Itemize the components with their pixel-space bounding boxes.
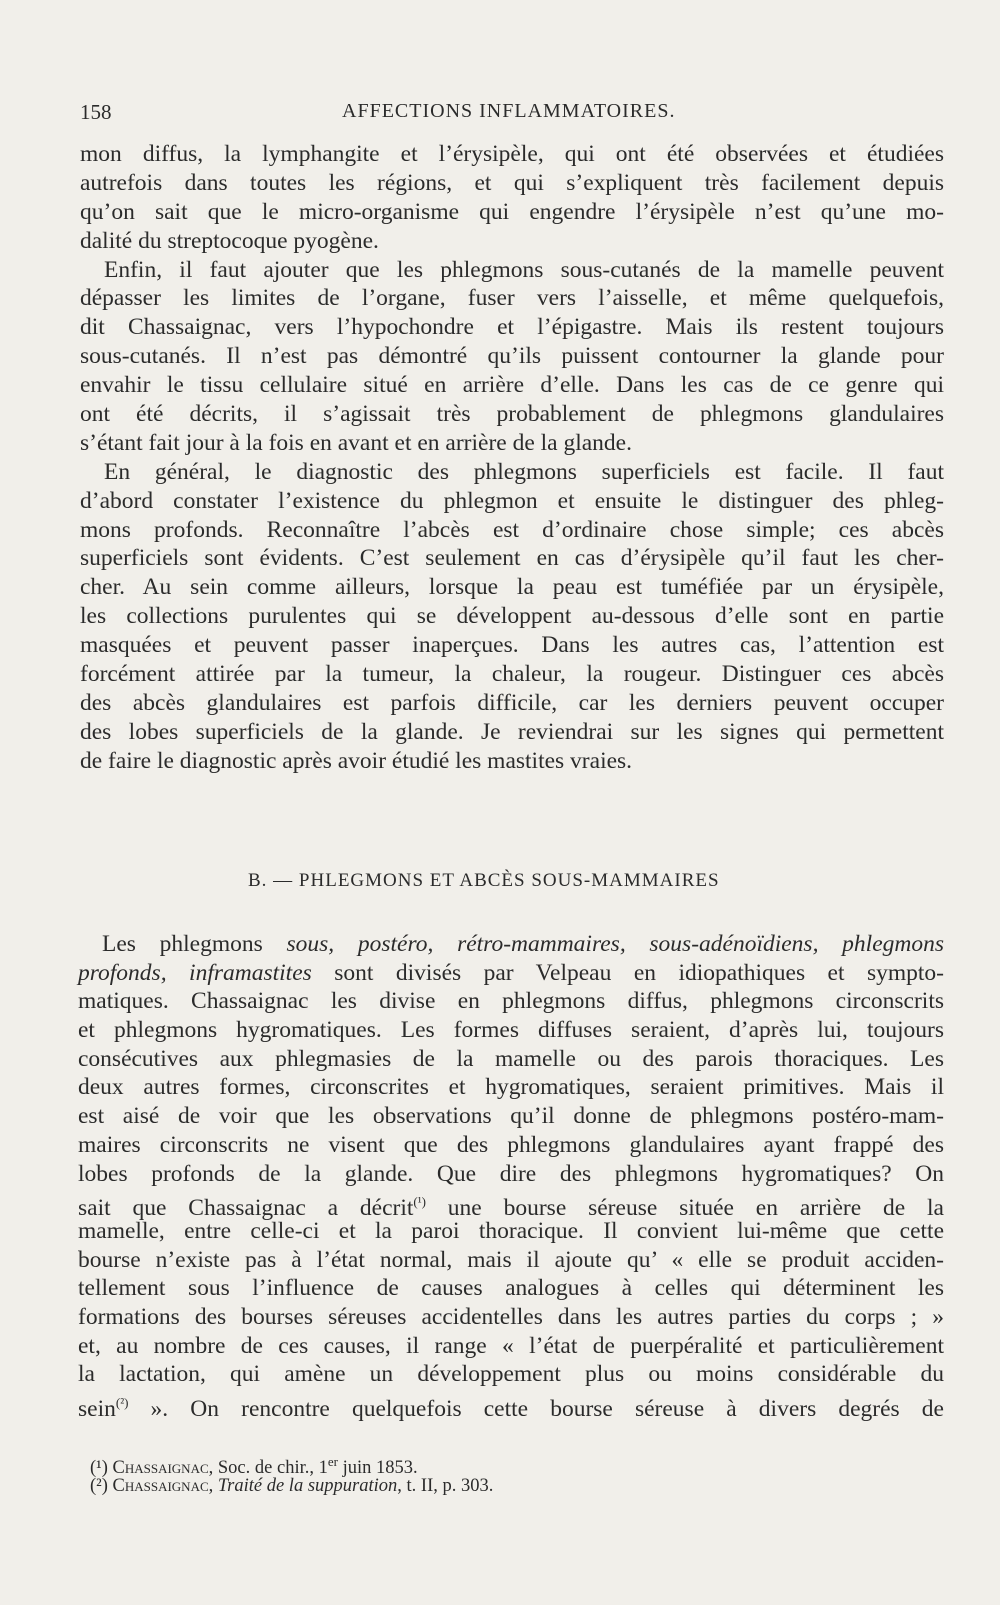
text-line: consécutives aux phlegmasies de la mamelle ou des parois thoraciques. Les: [78, 1045, 944, 1072]
italic-terms: sous, postéro, rétro-mammaires, sous-adénoïdiens, phlegmons: [286, 931, 944, 957]
footnote-author: Chassaignac: [112, 1458, 209, 1479]
text-line: dit Chassaignac, vers l’hypochondre et l’épigastre. Mais ils restent toujours: [80, 314, 944, 341]
text-line: [78, 959, 944, 988]
text-line: masquées et peuvent passer inaperçues. Dans les autres cas, l’attention est: [80, 632, 944, 659]
text-line: Enfin, il faut ajouter que les phlegmons sous-cutanés de la mamelle peuvent: [104, 256, 944, 283]
text-span: une bourse séreuse située en arrière de la: [425, 1195, 944, 1222]
text-span: ». On rencontre quelquefois cette bourse séreuse à divers degrés de: [128, 1395, 944, 1422]
text-line: de faire le diagnostic après avoir étudié les mastites vraies.: [80, 747, 633, 774]
text-line: mon diffus, la lymphangite et l’érysipèle, qui ont été observées et étudiées: [80, 141, 944, 167]
text-line: mamelle, entre celle-ci et la paroi thoracique. Il convient lui-même que cette: [78, 1217, 944, 1244]
text-line: [78, 1188, 944, 1222]
text-span: sont divisés par Velpeau en idiopathiques et sympto-: [311, 959, 945, 986]
text-line: bourse n’existe pas à l’état normal, mais il ajoute qu’ « elle se produit acciden-: [78, 1246, 944, 1273]
text-line: sous-cutanés. Il n’est pas démontré qu’ils puissent contourner la glande pour: [80, 343, 944, 370]
footnote-author: Chassaignac: [112, 1476, 209, 1496]
page-header: [80, 100, 920, 130]
page-number: 158: [80, 100, 112, 124]
text-line: ont été décrits, il s’agissait très probablement de phlegmons glandulaires: [80, 401, 944, 428]
text-line: lobes profonds de la glande. Que dire des phlegmons hygromatiques? On: [78, 1160, 944, 1187]
body-text-upper: [80, 140, 944, 776]
text-line: [78, 930, 944, 959]
text-span: sein: [78, 1395, 116, 1422]
text-line: autrefois dans toutes les régions, et qui s’expliquent très facilement depuis: [80, 169, 944, 196]
text-line: deux autres formes, circonscrites et hygromatiques, seraient primitives. Mais il: [78, 1074, 944, 1101]
text-line: dalité du streptocoque pyogène.: [80, 227, 379, 254]
text-line: des lobes superficiels de la glande. Je reviendrai sur les signes qui permettent: [80, 718, 944, 745]
footnote-ref: (¹): [413, 1194, 426, 1210]
footnote-title: Traité de la suppuration: [217, 1476, 398, 1496]
italic-terms: profonds, inframastites: [78, 959, 312, 986]
text-line: et phlegmons hygromatiques. Les formes diffuses seraient, d’après lui, toujours: [78, 1017, 944, 1044]
paragraph-2: [80, 256, 944, 458]
text-line: s’étant fait jour à la fois en avant et en arrière de la glande.: [80, 429, 632, 456]
text-line: superficiels sont évidents. C’est seulement en cas d’érysipèle qu’il faut les cher-: [80, 545, 944, 572]
text-line: En général, le diagnostic des phlegmons superficiels est facile. Il faut: [104, 458, 944, 485]
text-line: envahir le tissu cellulaire situé en arrière d’elle. Dans les cas de ce genre qui: [80, 372, 944, 399]
text-span: Les phlegmons: [102, 931, 287, 957]
text-line: d’abord constater l’existence du phlegmon et ensuite le distinguer des phleg-: [80, 487, 944, 514]
footnote-text: juin 1853.: [337, 1458, 418, 1479]
text-line: tellement sous l’influence de causes analogues à celles qui déterminent les: [78, 1275, 944, 1302]
footnote-sup: er: [327, 1454, 338, 1469]
footnote-ref: (²): [115, 1395, 129, 1410]
footnote-text: , t. II, p. 303.: [397, 1476, 494, 1496]
text-line: formations des bourses séreuses accidentelles dans les autres parties du corps ; »: [78, 1303, 944, 1330]
text-line: est aisé de voir que les observations qu’il donne de phlegmons postéro-mam-: [78, 1103, 944, 1130]
paragraph-4: [78, 930, 945, 1422]
section-heading: B. — PHLEGMONS ET ABCÈS SOUS-MAMMAIRES: [248, 870, 720, 891]
text-line: matiques. Chassaignac les divise en phlegmons diffus, phlegmons circonscrits: [78, 988, 944, 1015]
footnote-text: ,: [208, 1476, 218, 1496]
footnotes: [90, 1450, 493, 1498]
text-line: et, au nombre de ces causes, il range « l’état de puerpéralité et particulièrement: [78, 1332, 944, 1359]
footnote-mark: (¹): [90, 1458, 108, 1479]
footnote: [90, 1474, 493, 1498]
text-line: cher. Au sein comme ailleurs, lorsque la peau est tuméfiée par un érysipèle,: [80, 574, 944, 601]
body-text-lower: [78, 930, 945, 1422]
footnote-text: , Soc. de chir., 1: [208, 1458, 328, 1479]
text-line: dépasser les limites de l’organe, fuser vers l’aisselle, et même quelquefois,: [80, 285, 944, 312]
text-line: qu’on sait que le micro-organisme qui engendre l’érysipèle n’est qu’une mo-: [80, 198, 944, 225]
footnote: [90, 1450, 493, 1479]
text-line: mons profonds. Reconnaître l’abcès est d’ordinaire chose simple; ces abcès: [80, 516, 944, 543]
text-line: la lactation, qui amène un développement plus ou moins considérable du: [78, 1361, 944, 1388]
text-span: sait que Chassaignac a décrit: [78, 1195, 414, 1222]
footnote-mark: (²): [90, 1476, 108, 1496]
paragraph-3: [80, 458, 944, 776]
text-line: [78, 1389, 944, 1422]
paragraph-1: [80, 140, 944, 256]
text-line: des abcès glandulaires est parfois difficile, car les derniers peuvent occuper: [80, 689, 944, 716]
running-title: AFFECTIONS INFLAMMATOIRES.: [342, 100, 676, 122]
text-line: maires circonscrits ne visent que des phlegmons glandulaires ayant frappé des: [78, 1131, 944, 1158]
text-line: forcément attirée par la tumeur, la chaleur, la rougeur. Distinguer ces abcès: [80, 661, 944, 688]
text-line: les collections purulentes qui se développent au-dessous d’elle sont en partie: [80, 603, 944, 630]
